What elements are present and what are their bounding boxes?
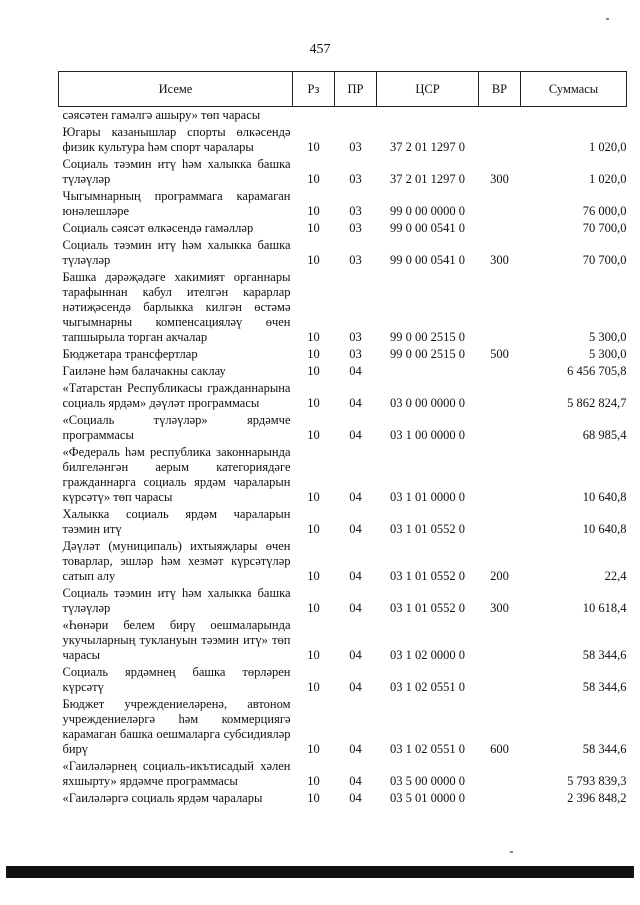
row-name: Гаиләне һәм балачакны саклау bbox=[62, 364, 226, 378]
row-vr bbox=[479, 188, 521, 220]
row-csr: 99 0 00 0541 0 bbox=[390, 253, 465, 267]
table-body bbox=[59, 107, 627, 808]
row-vr: 300 bbox=[490, 172, 509, 186]
row-pr: 03 bbox=[349, 347, 362, 361]
row-rz: 10 bbox=[307, 648, 320, 662]
row-sum: 6 456 705,8 bbox=[567, 364, 627, 378]
table-row bbox=[59, 444, 627, 506]
page-number: 457 bbox=[309, 42, 331, 57]
row-vr: 300 bbox=[490, 601, 509, 615]
row-name: Бюджет учреждениеләренә, автоном учреждениеләргә һәм коммерциягә карамаган башка оешмаларга субсидияләр бирү bbox=[62, 697, 291, 756]
row-name: Социаль тәэмин итү һәм халыкка башка түләүләр bbox=[62, 238, 291, 267]
row-sum: 70 700,0 bbox=[582, 221, 627, 235]
row-vr bbox=[479, 412, 521, 444]
row-vr bbox=[479, 664, 521, 696]
row-pr: 04 bbox=[349, 428, 362, 442]
scan-edge-bar bbox=[6, 866, 634, 878]
row-vr bbox=[479, 444, 521, 506]
row-rz: 10 bbox=[307, 774, 320, 788]
table-row bbox=[59, 107, 627, 125]
row-name: Башка дәрәҗәдәге хакимият органнары тарафыннан кабул ителгән карарлар нәтиҗәсендә барлыкка килгән өстәмә чыгымнарны компенсацияләү өчен тапшырыла торган акчалар bbox=[62, 270, 291, 344]
row-name: Югары казанышлар спорты өлкәсендә физик культура һәм спорт чаралары bbox=[62, 125, 291, 154]
row-csr: 03 1 02 0000 0 bbox=[390, 648, 465, 662]
row-rz: 10 bbox=[307, 428, 320, 442]
table-row bbox=[59, 506, 627, 538]
scan-speck bbox=[606, 18, 609, 20]
row-sum: 68 985,4 bbox=[582, 428, 627, 442]
row-vr: 300 bbox=[490, 253, 509, 267]
row-name: Социаль тәэмин итү һәм халыкка башка түләүләр bbox=[62, 586, 291, 615]
table-row bbox=[59, 696, 627, 758]
header-pr: ПР bbox=[335, 72, 377, 107]
table-row bbox=[59, 790, 627, 807]
header-rz: Рз bbox=[293, 72, 335, 107]
table-row bbox=[59, 617, 627, 664]
row-csr: 99 0 00 2515 0 bbox=[390, 347, 465, 361]
row-name: Халыкка социаль ярдәм чараларын тәэмин итү bbox=[62, 507, 291, 536]
row-rz bbox=[293, 107, 335, 125]
row-sum: 70 700,0 bbox=[582, 253, 627, 267]
row-csr: 03 1 01 0552 0 bbox=[390, 569, 465, 583]
row-csr: 03 1 02 0551 0 bbox=[390, 742, 465, 756]
row-sum: 5 862 824,7 bbox=[567, 396, 627, 410]
row-pr: 04 bbox=[349, 648, 362, 662]
row-vr bbox=[479, 380, 521, 412]
row-pr: 04 bbox=[349, 774, 362, 788]
row-rz: 10 bbox=[307, 330, 320, 344]
header-vr: ВР bbox=[479, 72, 521, 107]
row-name: «Гаиләләрнең социаль-икътисадый хәлен яхшырту» ярдәмче программасы bbox=[62, 759, 291, 788]
row-name: сәясәтен гамәлгә ашыру» төп чарасы bbox=[62, 108, 261, 122]
row-csr: 37 2 01 1297 0 bbox=[390, 140, 465, 154]
row-vr: 500 bbox=[490, 347, 509, 361]
row-csr: 03 1 02 0551 0 bbox=[390, 680, 465, 694]
row-sum: 1 020,0 bbox=[589, 140, 627, 154]
row-sum: 22,4 bbox=[604, 569, 627, 583]
row-csr: 99 0 00 0541 0 bbox=[390, 221, 465, 235]
row-vr: 200 bbox=[490, 569, 509, 583]
row-csr: 99 0 00 2515 0 bbox=[390, 330, 465, 344]
row-pr: 04 bbox=[349, 742, 362, 756]
scan-speck bbox=[510, 851, 513, 853]
row-rz: 10 bbox=[307, 221, 320, 235]
row-csr: 99 0 00 0000 0 bbox=[390, 204, 465, 218]
row-pr: 04 bbox=[349, 791, 362, 805]
row-pr: 04 bbox=[349, 680, 362, 694]
row-name: «Татарстан Республикасы гражданнарына социаль ярдәм» дәүләт программасы bbox=[62, 381, 291, 410]
table-row bbox=[59, 585, 627, 617]
row-sum: 5 300,0 bbox=[589, 330, 627, 344]
table-row bbox=[59, 346, 627, 363]
table-row bbox=[59, 220, 627, 237]
row-pr: 04 bbox=[349, 522, 362, 536]
row-pr: 04 bbox=[349, 490, 362, 504]
row-vr: 600 bbox=[490, 742, 509, 756]
table-header-row bbox=[59, 72, 627, 107]
budget-table bbox=[58, 71, 627, 807]
row-vr bbox=[479, 506, 521, 538]
row-csr: 03 5 01 0000 0 bbox=[390, 791, 465, 805]
row-pr: 04 bbox=[349, 601, 362, 615]
row-sum: 10 640,8 bbox=[582, 490, 627, 504]
row-rz: 10 bbox=[307, 204, 320, 218]
row-name: «Гаиләләргә социаль ярдәм чаралары bbox=[62, 791, 263, 805]
table-row bbox=[59, 380, 627, 412]
row-pr: 03 bbox=[349, 204, 362, 218]
row-pr bbox=[335, 107, 377, 125]
row-name: «Федераль һәм республика законнарында билгеләнгән аерым категориядәге гражданнарга социаль ярдәм чараларын күрсәтү» төп чарасы bbox=[62, 445, 291, 504]
row-name: Социаль тәэмин итү һәм халыкка башка түләүләр bbox=[62, 157, 291, 186]
row-rz: 10 bbox=[307, 364, 320, 378]
row-csr: 03 1 01 0552 0 bbox=[390, 601, 465, 615]
row-vr bbox=[479, 107, 521, 125]
table-row bbox=[59, 124, 627, 156]
row-rz: 10 bbox=[307, 601, 320, 615]
row-pr: 03 bbox=[349, 221, 362, 235]
row-vr bbox=[479, 269, 521, 346]
row-pr: 03 bbox=[349, 140, 362, 154]
header-name: Исеме bbox=[59, 72, 293, 107]
header-csr: ЦСР bbox=[377, 72, 479, 107]
row-name: «Социаль түләүләр» ярдәмче программасы bbox=[62, 413, 291, 442]
row-vr bbox=[479, 363, 521, 380]
row-csr: 03 1 00 0000 0 bbox=[390, 428, 465, 442]
header-sum: Суммасы bbox=[521, 72, 627, 107]
row-sum: 76 000,0 bbox=[582, 204, 627, 218]
table-row bbox=[59, 363, 627, 380]
row-csr bbox=[377, 107, 479, 125]
row-sum: 5 793 839,3 bbox=[567, 774, 627, 788]
table-row bbox=[59, 269, 627, 346]
row-pr: 03 bbox=[349, 172, 362, 186]
row-rz: 10 bbox=[307, 140, 320, 154]
row-sum bbox=[521, 107, 627, 125]
row-rz: 10 bbox=[307, 522, 320, 536]
row-csr: 03 0 00 0000 0 bbox=[390, 396, 465, 410]
row-vr bbox=[479, 758, 521, 790]
row-rz: 10 bbox=[307, 347, 320, 361]
row-name: «Һөнәри белем бирү оешмаларында укучыларның туклануын тәэмин итү» төп чарасы bbox=[62, 618, 291, 662]
row-pr: 04 bbox=[349, 364, 362, 378]
row-vr bbox=[479, 124, 521, 156]
row-sum: 58 344,6 bbox=[582, 648, 627, 662]
row-pr: 03 bbox=[349, 330, 362, 344]
row-name: Дәүләт (муниципаль) ихтыяҗлары өчен товарлар, эшләр һәм хезмәт күрсәтүләр сатып алу bbox=[62, 539, 291, 583]
row-csr bbox=[377, 363, 479, 380]
table-row bbox=[59, 538, 627, 585]
row-name: Социаль ярдәмнең башка төрләрен күрсәтү bbox=[62, 665, 291, 694]
table-row bbox=[59, 758, 627, 790]
row-rz: 10 bbox=[307, 742, 320, 756]
row-vr bbox=[479, 220, 521, 237]
row-sum: 2 396 848,2 bbox=[567, 791, 627, 805]
row-rz: 10 bbox=[307, 396, 320, 410]
table-row bbox=[59, 188, 627, 220]
row-csr: 03 1 01 0552 0 bbox=[390, 522, 465, 536]
row-csr: 03 1 01 0000 0 bbox=[390, 490, 465, 504]
row-pr: 03 bbox=[349, 253, 362, 267]
row-vr bbox=[479, 617, 521, 664]
row-sum: 58 344,6 bbox=[582, 742, 627, 756]
row-rz: 10 bbox=[307, 490, 320, 504]
row-sum: 10 640,8 bbox=[582, 522, 627, 536]
row-rz: 10 bbox=[307, 791, 320, 805]
table-row bbox=[59, 237, 627, 269]
row-name: Социаль сәясәт өлкәсендә гамәлләр bbox=[62, 221, 254, 235]
row-rz: 10 bbox=[307, 680, 320, 694]
row-rz: 10 bbox=[307, 569, 320, 583]
row-name: Чыгымнарның программага карамаган юнәлешләре bbox=[62, 189, 291, 218]
row-sum: 5 300,0 bbox=[589, 347, 627, 361]
row-csr: 03 5 00 0000 0 bbox=[390, 774, 465, 788]
row-csr: 37 2 01 1297 0 bbox=[390, 172, 465, 186]
row-name: Бюджетара трансфертлар bbox=[62, 347, 198, 361]
row-rz: 10 bbox=[307, 253, 320, 267]
row-pr: 04 bbox=[349, 396, 362, 410]
row-vr bbox=[479, 790, 521, 807]
table-row bbox=[59, 664, 627, 696]
row-sum: 10 618,4 bbox=[582, 601, 627, 615]
row-rz: 10 bbox=[307, 172, 320, 186]
row-sum: 58 344,6 bbox=[582, 680, 627, 694]
row-pr: 04 bbox=[349, 569, 362, 583]
table-row bbox=[59, 412, 627, 444]
row-sum: 1 020,0 bbox=[589, 172, 627, 186]
table-row bbox=[59, 156, 627, 188]
